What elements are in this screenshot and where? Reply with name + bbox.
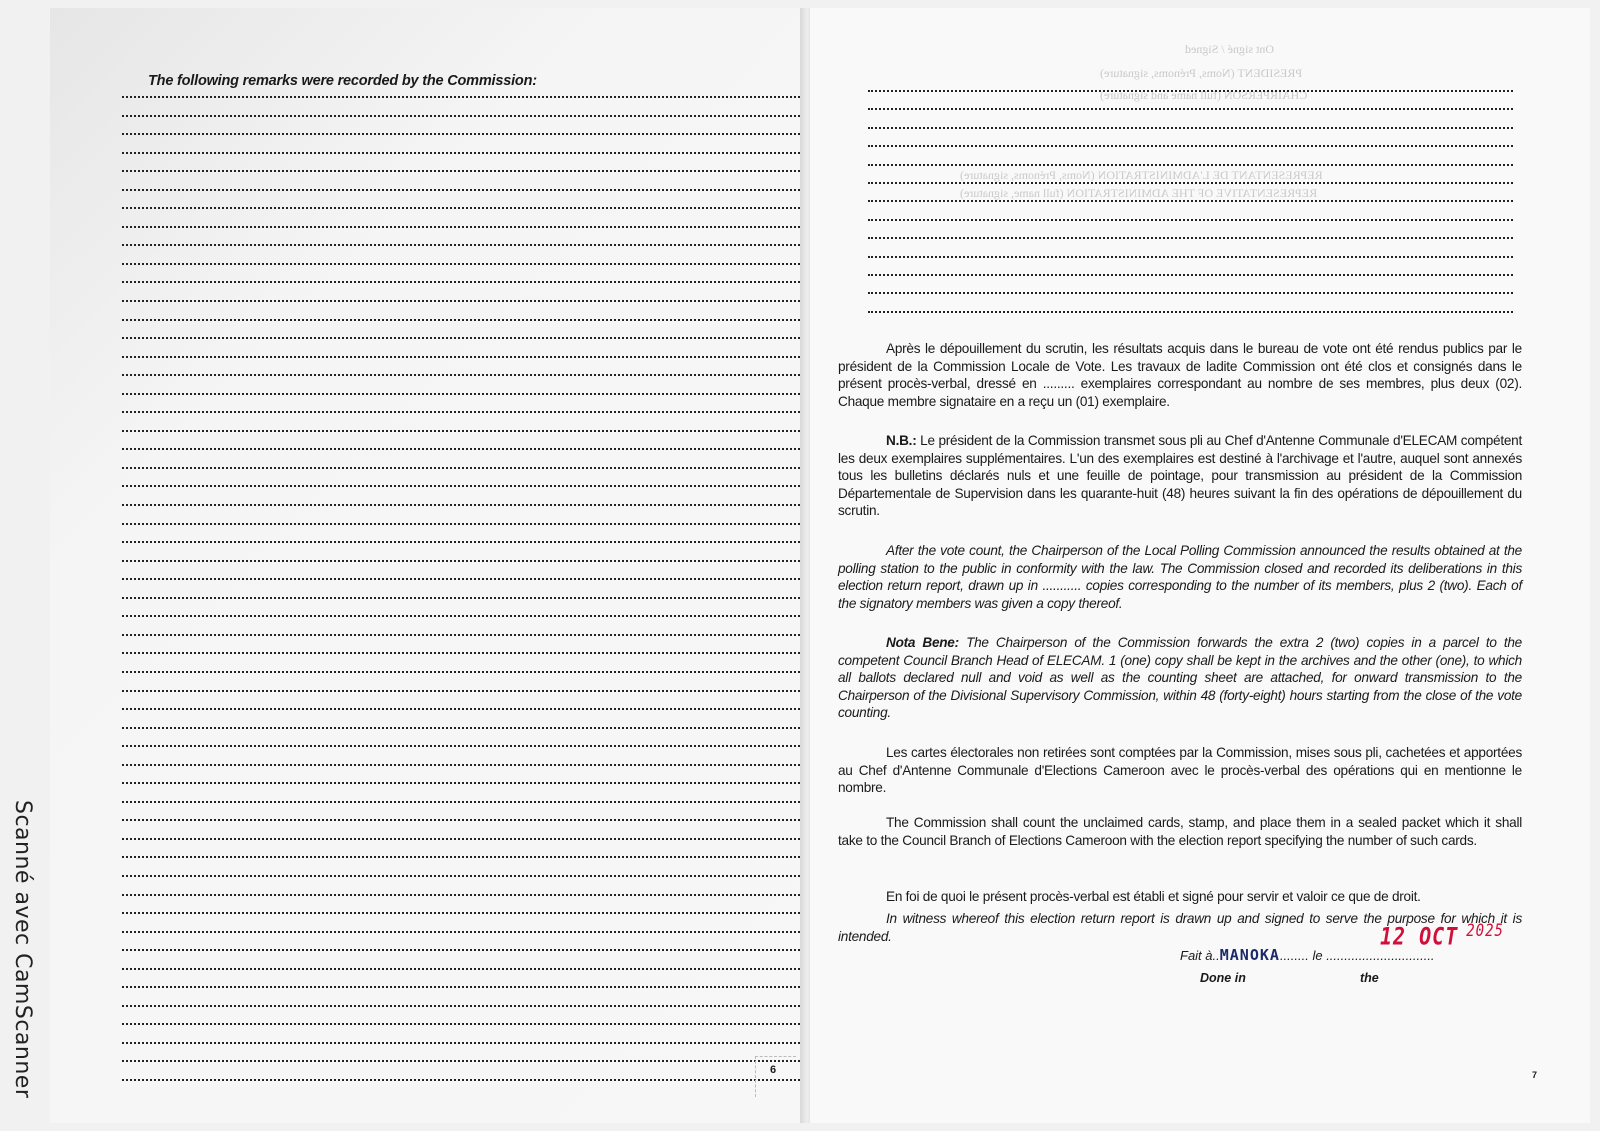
place-handwritten: MANOKA xyxy=(1219,946,1280,964)
en-results-text: After the vote count, the Chairperson of the Local Polling Commission announced the results obtained at the polling station to the public in conformity with the law. The Commission closed and recorded its deliberations in this election return report, drawn up in ........... copies corresponding to the number of its members, plus 2 (two). Each of the signatory members was given a copy thereof. xyxy=(838,543,1522,611)
dotted-writing-line xyxy=(122,578,804,580)
dotted-writing-line xyxy=(868,200,1513,202)
remarks-dotted-lines xyxy=(122,96,804,1098)
nb-label: N.B.: xyxy=(886,433,917,448)
en-cards-text: The Commission shall count the unclaimed cards, stamp, and place them in a sealed packet which it shall take to the Council Branch of Elections Cameroon with the election report specifying the number of such cards. xyxy=(838,815,1522,848)
right-dotted-lines xyxy=(868,90,1513,329)
dotted-writing-line xyxy=(122,968,804,970)
dotted-writing-line xyxy=(122,745,804,747)
bleed-through-text: REPRESENTANT DE L'ADMINISTRATION (Noms, Prénoms, signature) xyxy=(960,168,1323,182)
dotted-writing-line xyxy=(122,337,804,339)
dotted-writing-line xyxy=(122,597,804,599)
fr-results-text: Après le dépouillement du scrutin, les résultats acquis dans le bureau de vote ont été rendus publics par le président de la Commission Locale de Vote. Les travaux de ladite Commission ont été clos et consignés dans le présent procès-verbal, dressé en ......... exemplaires correspondant au nombre de ses membres, plus deux (02). Chaque membre signataire en a reçu un (01) exemplaire. xyxy=(838,341,1522,409)
dotted-writing-line xyxy=(122,523,804,525)
the-label: the xyxy=(1360,971,1379,985)
dotted-writing-line xyxy=(122,560,804,562)
en-results-paragraph xyxy=(838,542,1522,612)
en-nb-paragraph xyxy=(838,634,1522,722)
left-page xyxy=(50,8,805,1123)
dotted-writing-line xyxy=(122,300,804,302)
dotted-writing-line xyxy=(122,894,804,896)
dotted-writing-line xyxy=(122,708,804,710)
dotted-writing-line xyxy=(868,164,1513,166)
dotted-writing-line xyxy=(122,281,804,283)
bleed-through-text: PRESIDENT (Noms, Prénoms, signature) xyxy=(1100,66,1303,80)
english-sub-labels xyxy=(1200,971,1379,985)
dotted-writing-line xyxy=(122,115,804,117)
dotted-writing-line xyxy=(122,634,804,636)
en-witness-text: In witness whereof this election return report is drawn up and signed to serve the purpose for which it is intended. xyxy=(838,911,1522,944)
fr-results-paragraph xyxy=(838,340,1522,410)
en-cards-paragraph xyxy=(838,814,1522,849)
dotted-writing-line xyxy=(868,237,1513,239)
dotted-writing-line xyxy=(868,219,1513,221)
dotted-writing-line xyxy=(122,838,804,840)
dotted-writing-line xyxy=(122,986,804,988)
dotted-writing-line xyxy=(868,311,1513,313)
fr-witness-paragraph xyxy=(838,888,1522,906)
dotted-writing-line xyxy=(122,96,804,98)
dotted-writing-line xyxy=(122,207,804,209)
dotted-writing-line xyxy=(122,1005,804,1007)
dotted-writing-line xyxy=(122,615,804,617)
dotted-writing-line xyxy=(868,127,1513,129)
dotted-writing-line xyxy=(122,764,804,766)
dotted-writing-line xyxy=(122,782,804,784)
fr-nb-paragraph xyxy=(838,432,1522,520)
fr-cards-paragraph xyxy=(838,744,1522,797)
dotted-writing-line xyxy=(868,182,1513,184)
dotted-writing-line xyxy=(122,430,804,432)
dotted-writing-line xyxy=(122,170,804,172)
camscanner-watermark: Scanné avec CamScanner xyxy=(10,800,35,1099)
dotted-writing-line xyxy=(122,856,804,858)
dotted-writing-line xyxy=(122,374,804,376)
dotted-writing-line xyxy=(122,949,804,951)
nb-text: Le président de la Commission transmet sous pli au Chef d'Antenne Communale d'ELECAM compétent les deux exemplaires supplémentaires. L'un des exemplaires est destiné à l'archivage et l'autre, auquel sont annexés tous les bulletins déclarés nuls et une feuille de pointage, pour transmission au président de la Commission Départementale de Supervision dans les quarante-huit (48) heures suivant la fin des opérations de dépouillement du scrutin. xyxy=(838,433,1522,519)
dotted-writing-line xyxy=(122,931,804,933)
nota-bene-text: The Chairperson of the Commission forwards the extra 2 (two) copies in a parcel to the competent Council Branch Head of ELECAM. 1 (one) copy shall be kept in the archives and the other (one), to which all ballots declared null and void as well as the counting sheet are attached, for onward transmission to the Chairperson of the Divisional Supervisory Commission, within 48 (forty-eight) hours starting from the close of the vote counting. xyxy=(838,635,1522,721)
dotted-writing-line xyxy=(122,1079,804,1081)
dotted-writing-line xyxy=(122,504,804,506)
dotted-writing-line xyxy=(122,152,804,154)
dotted-writing-line xyxy=(122,467,804,469)
dotted-writing-line xyxy=(868,108,1513,110)
right-page xyxy=(810,8,1590,1123)
nota-bene-label: Nota Bene: xyxy=(886,635,959,650)
stamp-year: 2025 xyxy=(1466,921,1504,941)
dotted-writing-line xyxy=(122,133,804,135)
bleed-through-text: Ont signé / Signed xyxy=(1185,42,1274,56)
fait-a-label: Fait à xyxy=(1180,948,1213,963)
remarks-title: The following remarks were recorded by the Commission: xyxy=(148,73,537,89)
dotted-writing-line xyxy=(122,690,804,692)
page-number: 6 xyxy=(770,1064,777,1076)
le-label: le xyxy=(1312,948,1323,963)
page-number: 7 xyxy=(1532,1070,1538,1080)
signature-place-date: 12 OCT $^{2025}$ Fait à..MANOKA........ le .............................. xyxy=(1180,921,1504,964)
dotted-writing-line xyxy=(868,274,1513,276)
dotted-writing-line xyxy=(122,226,804,228)
dotted-writing-line xyxy=(122,801,804,803)
fr-witness-text: En foi de quoi le présent procès-verbal est établi et signé pour servir et valoir ce que de droit. xyxy=(886,889,1421,904)
dotted-writing-line xyxy=(122,263,804,265)
bleed-through-text: REPRESENTATIVE OF THE ADMINISTRATION (full name, signature) xyxy=(960,186,1318,200)
dotted-writing-line xyxy=(868,90,1513,92)
dotted-writing-line xyxy=(122,727,804,729)
dotted-writing-line xyxy=(122,319,804,321)
dotted-writing-line xyxy=(122,1023,804,1025)
stamp-date: 12 OCT xyxy=(1380,921,1459,951)
dotted-writing-line xyxy=(122,393,804,395)
dotted-writing-line xyxy=(122,652,804,654)
dotted-writing-line xyxy=(122,541,804,543)
fr-cards-text: Les cartes électorales non retirées sont comptées par la Commission, mises sous pli, cachetées et apportées au Chef d'Antenne Communale d'Elections Cameroon avec le procès-verbal des opérations qui en mentionne le nombre. xyxy=(838,745,1522,796)
dotted-writing-line xyxy=(868,256,1513,258)
dotted-writing-line xyxy=(868,145,1513,147)
page-number-box xyxy=(755,1056,796,1097)
dotted-writing-line xyxy=(122,1042,804,1044)
dotted-writing-line xyxy=(122,244,804,246)
dotted-writing-line xyxy=(122,448,804,450)
dotted-writing-line xyxy=(122,875,804,877)
dotted-writing-line xyxy=(122,671,804,673)
done-in-label: Done in xyxy=(1200,971,1246,985)
dotted-writing-line xyxy=(868,292,1513,294)
dotted-writing-line xyxy=(122,819,804,821)
bleed-through-text: CHAIRPERSON (full name and signature) xyxy=(1100,88,1308,102)
date-stamp xyxy=(1380,922,1504,951)
dotted-writing-line xyxy=(122,411,804,413)
dotted-writing-line xyxy=(122,189,804,191)
dotted-writing-line xyxy=(122,912,804,914)
dotted-writing-line xyxy=(122,485,804,487)
dotted-writing-line xyxy=(122,356,804,358)
dotted-writing-line xyxy=(122,1060,804,1062)
